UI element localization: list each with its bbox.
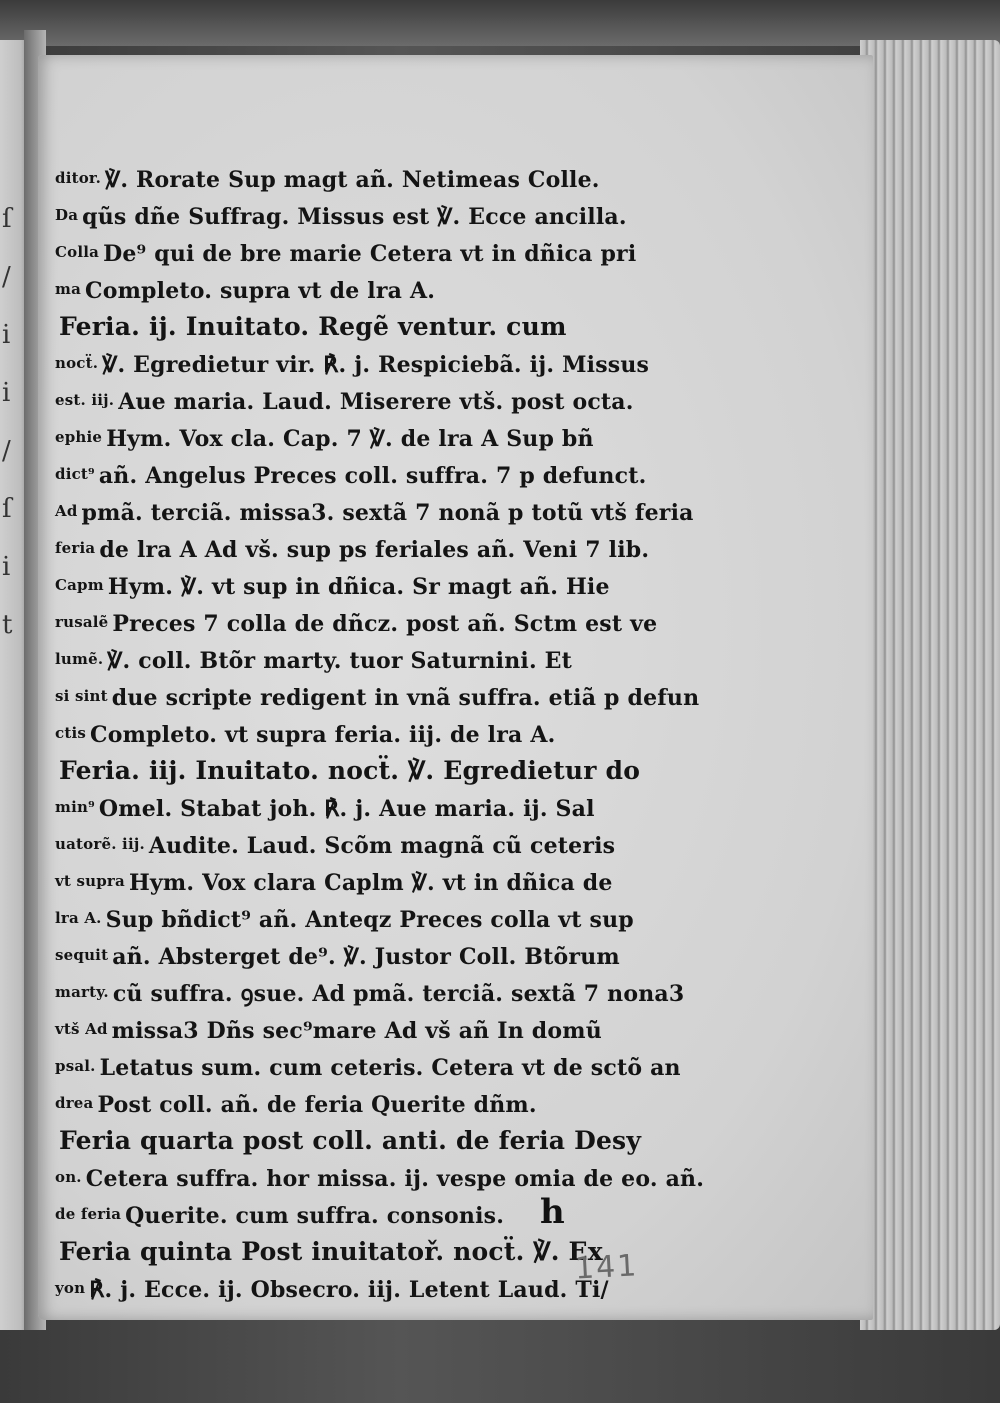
text-line <box>55 974 685 1011</box>
text-line <box>55 604 685 641</box>
line-margin-note: psal. <box>55 1057 96 1075</box>
line-text: añ. Angelus Preces coll. suffra. 7 p defunct. <box>98 463 647 489</box>
line-text: Hym. Vox cla. Cap. 7 ℣. de lra A Sup bñ <box>106 426 594 452</box>
line-text: De⁹ qui de bre marie Cetera vt in dñica pri <box>103 241 637 267</box>
text-line <box>55 937 685 974</box>
line-margin-note: uatorẽ. iij. <box>55 835 145 853</box>
line-margin-note: ditor. <box>55 169 102 187</box>
text-line <box>55 789 685 826</box>
line-margin-note: nocẗ. <box>55 354 99 372</box>
text-block <box>55 160 705 1307</box>
line-text: Aue maria. Laud. Miserere vtš. post octa. <box>118 389 634 415</box>
line-text: qũs dñe Suffrag. Missus est ℣. Ecce ancilla. <box>82 204 627 230</box>
line-text: Audite. Laud. Scõm magnã cũ ceteris <box>148 833 616 859</box>
text-line <box>55 826 685 863</box>
line-text: Letatus sum. cum ceteris. Cetera vt de sctõ an <box>99 1055 681 1081</box>
text-line <box>55 456 685 493</box>
line-text: missa3 Dñs sec⁹mare Ad vš añ In domũ <box>111 1018 602 1044</box>
text-line <box>55 678 700 715</box>
text-line <box>55 271 685 308</box>
line-text: Feria quinta Post inuitatoř. nocẗ. ℣. Ex <box>59 1237 603 1266</box>
line-text: Feria. iij. Inuitato. nocẗ. ℣. Egredietur do <box>59 756 641 785</box>
line-text: due scripte redigent in vnã suffra. etiã p defun <box>111 685 700 711</box>
line-margin-note: drea <box>55 1094 94 1112</box>
line-text: Sup bñdict⁹ añ. Anteqz Preces colla vt sup <box>105 907 634 933</box>
line-text: de lra A Ad vš. sup ps feriales añ. Veni 7 lib. <box>99 537 650 563</box>
text-line <box>55 160 685 197</box>
line-margin-note: ctis <box>55 724 87 742</box>
text-line <box>55 530 685 567</box>
line-text: Omel. Stabat joh. ℟. j. Aue maria. ij. Sal <box>98 796 595 822</box>
line-text: Completo. vt supra feria. iij. de lra A. <box>90 722 556 748</box>
line-text: Feria quarta post coll. anti. de feria Desy <box>59 1126 642 1155</box>
line-margin-note: on. <box>55 1168 82 1186</box>
text-line <box>55 1011 685 1048</box>
line-text: ℣. coll. Btõr marty. tuor Saturnini. Et <box>107 648 572 674</box>
line-text: ℣. Egredietur vir. ℟. j. Respiciebã. ij. Missus <box>102 352 650 378</box>
line-text: Hym. ℣. vt sup in dñica. Sr magt añ. Hie <box>107 574 610 600</box>
line-margin-note: si sint <box>55 687 108 705</box>
text-line <box>55 567 685 604</box>
line-text: Feria. ij. Inuitato. Regẽ ventur. cum <box>59 312 567 341</box>
line-margin-note: yon <box>55 1279 86 1297</box>
line-margin-note: sequit <box>55 946 109 964</box>
page-fore-edges <box>860 40 1000 1330</box>
text-line <box>55 382 685 419</box>
line-margin-note: Capm <box>55 576 104 594</box>
line-margin-note: lumẽ. <box>55 650 104 668</box>
line-margin-note: feria <box>55 539 96 557</box>
text-line <box>55 345 685 382</box>
text-line <box>55 308 685 345</box>
signature-mark: h <box>540 1192 565 1232</box>
line-margin-note: Ad <box>55 502 78 520</box>
text-line <box>55 863 685 900</box>
line-margin-note: lra A. <box>55 909 102 927</box>
line-text: ℣. Rorate Sup magt añ. Netimeas Colle. <box>105 167 600 193</box>
text-line <box>55 1122 685 1159</box>
line-margin-note: Colla <box>55 243 100 261</box>
text-line <box>55 1085 685 1122</box>
line-text: ℟. j. Ecce. ij. Obsecro. iij. Letent Laud. Ti/ <box>89 1277 609 1303</box>
text-line <box>55 1048 685 1085</box>
line-margin-note: dict⁹ <box>55 465 95 483</box>
line-text: Querite. cum suffra. consonis. <box>125 1203 505 1229</box>
text-line <box>55 641 685 678</box>
line-text: Cetera suffra. hor missa. ij. vespe omia de eo. añ. <box>85 1166 705 1192</box>
line-margin-note: Da <box>55 206 79 224</box>
text-line <box>55 419 685 456</box>
line-margin-note: vtš Ad <box>55 1020 108 1038</box>
line-text: cũ suffra. ꝯsue. Ad pmã. terciã. sextã 7 nona3 <box>112 981 685 1007</box>
line-text: Post coll. añ. de feria Querite dñm. <box>97 1092 537 1118</box>
text-line <box>55 1196 685 1233</box>
text-line <box>55 197 685 234</box>
line-text: Preces 7 colla de dñcz. post añ. Sctm est ve <box>112 611 658 637</box>
line-margin-note: vt supra <box>55 872 125 890</box>
line-margin-note: ma <box>55 280 81 298</box>
book-top-edge <box>0 0 1000 46</box>
line-margin-note: marty. <box>55 983 109 1001</box>
text-line <box>55 1159 705 1196</box>
text-line <box>55 752 685 789</box>
line-margin-note: de feria <box>55 1205 122 1223</box>
line-text: Hym. Vox clara Caplm ℣. vt in dñica de <box>128 870 613 896</box>
line-margin-note: ephie <box>55 428 103 446</box>
line-margin-note: min⁹ <box>55 798 95 816</box>
text-line <box>55 715 685 752</box>
text-line <box>55 900 685 937</box>
text-line <box>55 234 685 271</box>
line-margin-note: est. iij. <box>55 391 115 409</box>
text-line <box>55 493 694 530</box>
line-margin-note: rusalẽ <box>55 613 109 631</box>
line-text: Completo. supra vt de lra A. <box>85 278 436 304</box>
folio-number: 141 <box>574 1248 640 1287</box>
left-page-marks: ſ / i i / ſ i t <box>2 204 13 640</box>
line-text: añ. Absterget de⁹. ℣. Justor Coll. Btõrum <box>112 944 620 970</box>
line-text: pmã. terciã. missa3. sextã 7 nonã p totũ vtš feria <box>81 500 694 526</box>
